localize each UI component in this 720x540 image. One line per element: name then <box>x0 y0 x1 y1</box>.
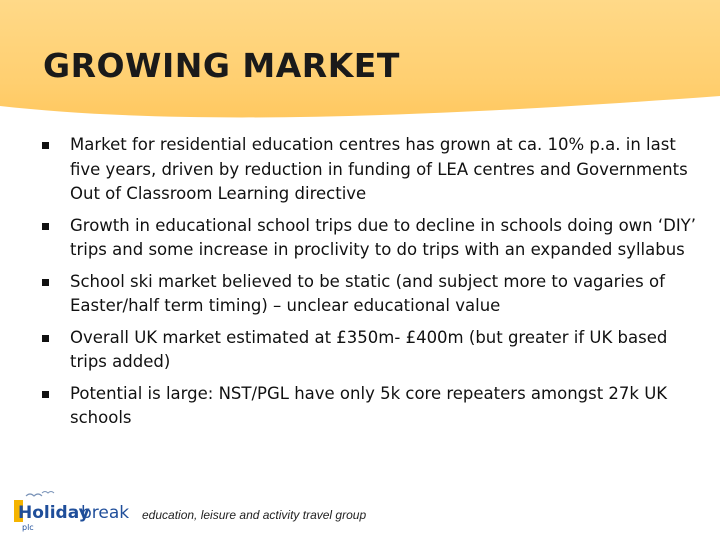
square-bullet-icon <box>42 335 49 342</box>
slide-title: GROWING MARKET <box>43 46 400 85</box>
square-bullet-icon <box>42 391 49 398</box>
logo-suffix: plc <box>22 523 34 532</box>
square-bullet-icon <box>42 223 49 230</box>
footer <box>0 486 720 540</box>
bullet-text: Growth in educational school trips due to decline in schools doing own ‘DIY’ trips and some increase in proclivity to do trips with an expanded syllabus <box>70 215 697 259</box>
bullet-item <box>40 133 700 207</box>
bullet-item <box>40 382 700 431</box>
bullet-text: School ski market believed to be static (and subject more to vagaries of Easter/half term timing) – unclear educational value <box>70 271 665 315</box>
footer-tagline: education, leisure and activity travel group <box>142 508 367 522</box>
square-bullet-icon <box>42 142 49 149</box>
bullet-item <box>40 214 700 263</box>
bullet-text: Potential is large: NST/PGL have only 5k core repeaters amongst 27k UK schools <box>70 383 668 427</box>
logo-word-break: break <box>81 503 130 523</box>
bird-icon <box>42 492 54 494</box>
bullet-item <box>40 270 700 319</box>
bullet-text: Overall UK market estimated at £350m- £400m (but greater if UK based trips added) <box>70 327 668 371</box>
logo-word-holiday: Holiday <box>18 503 90 523</box>
banner-wave <box>0 96 720 136</box>
holidaybreak-logo <box>12 490 140 536</box>
bullet-list <box>40 133 700 438</box>
bullet-text: Market for residential education centres has grown at ca. 10% p.a. in last five years, driven by reduction in funding of LEA centres and Governments Out of Classroom Learning directive <box>70 135 688 203</box>
bullet-item <box>40 326 700 375</box>
bird-icon <box>26 494 42 496</box>
square-bullet-icon <box>42 279 49 286</box>
